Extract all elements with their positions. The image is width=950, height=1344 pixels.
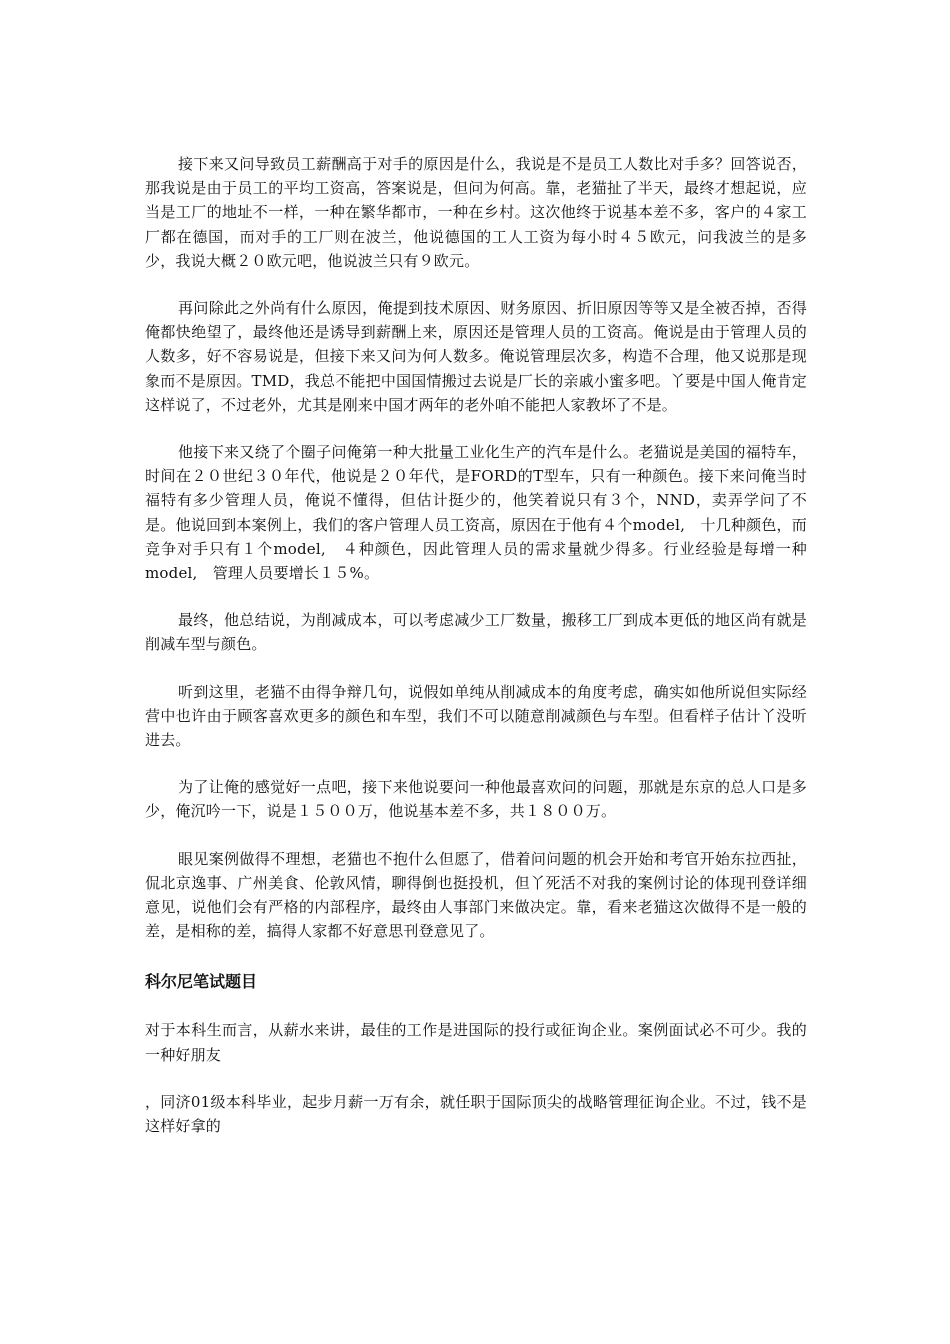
paragraph-conclusion: 最终，他总结说，为削减成本，可以考虑减少工厂数量，搬移工厂到成本更低的地区尚有就是削减车型与颜色。 [145,611,807,654]
paragraph-salary-causes: 接下来又问导致员工薪酬高于对手的原因是什么，我说是不是员工人数比对手多？回答说否，那我说是由于员工的平均工资高，答案说是，但问为何高。靠，老猫扯了半天，最终才想起说，应当是工厂的地址不一样，一种在繁华都市，一种在乡村。这次他终于说基本差不多，客户的４家工厂都在德国，而对手的工厂则在波兰，他说德国的工人工资为每小时４５欧元，问我波兰的是多少，我说大概２０欧元吧，他说波兰只有９欧元。 [145,155,807,270]
document-body [145,152,807,1161]
paragraph-management-staff: 再问除此之外尚有什么原因，俺提到技术原因、财务原因、折旧原因等等又是全被否掉，否得俺都快绝望了，最终他还是诱导到薪酬上来，原因还是管理人员的工资高。俺说是由于管理人员的人数多，好不容易说是，但接下来又问为何人数多。俺说管理层次多，构造不合理，他又说那是现象而不是原因。TMD，我总不能把中国国情搬过去说是厂长的亲戚小蜜多吧。丫要是中国人俺肯定这样说了，不过老外，尤其是刚来中国才两年的老外咱不能把人家教坏了不是。 [145,299,807,414]
paragraph-tokyo-question: 为了让俺的感觉好一点吧，接下来他说要问一种他最喜欢问的问题，那就是东京的总人口是多少，俺沉吟一下，说是１５００万，他说基本差不多，共１８００万。 [145,778,807,821]
paragraph-intro: 对于本科生而言，从薪水来讲，最佳的工作是进国际的投行或征询企业。案例面试必不可少。我的一种好朋友 [145,1021,807,1064]
paragraph-chat: 眼见案例做得不理想，老猫也不抱什么但愿了，借着问问题的机会开始和考官开始东拉西扯，侃北京逸事、广州美食、伦敦风情，聊得倒也挺投机，但丫死活不对我的案例讨论的体现刊登详细意见，说他们会有严格的内部程序，最终由人事部门来做决定。靠，看来老猫这次做得不是一般的差，是相称的差，搞得人家都不好意思刊登意见了。 [145,849,807,941]
section-heading: 科尔尼笔试题目 [145,972,258,992]
paragraph-friend: ，同济01级本科毕业，起步月薪一万有余，就任职于国际顶尖的战略管理征询企业。不过，钱不是这样好拿的 [145,1092,807,1136]
paragraph-argument: 听到这里，老猫不由得争辩几句，说假如单纯从削减成本的角度考虑，确实如他所说但实际经营中也许由于顾客喜欢更多的颜色和车型，我们不可以随意削减颜色与车型。但看样子估计丫没听进去。 [145,682,807,750]
paragraph-ford-example: 他接下来又绕了个圈子问俺第一种大批量工业化生产的汽车是什么。老猫说是美国的福特车，时间在２０世纪３０年代，他说是２０年代，是FORD的T型车，只有一种颜色。接下来问俺当时福特有多少管理人员，俺说不懂得，但估计挺少的，他笑着说只有３个，NND，卖弄学问了不是。他说回到本案例上，我们的客户管理人员工资高，原因在于他有４个model, 十几种颜色，而竞争对手只有１个model, ４种颜色，因此管理人员的需求量就少得多。行业经验是每增一种model, 管理人员要增长１５%。 [145,443,807,583]
